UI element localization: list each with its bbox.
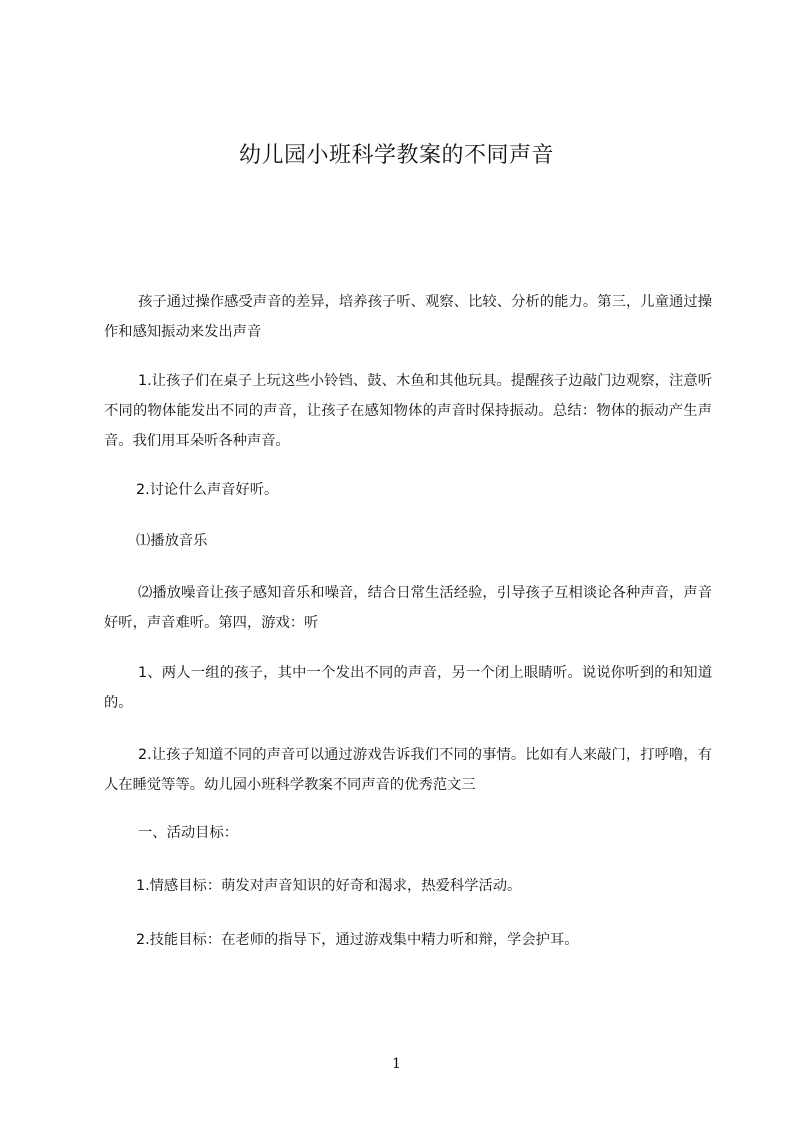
document-title: 幼儿园小班科学教案的不同声音 [238,143,554,168]
paragraph-game-1: 1、两人一组的孩子，其中一个发出不同的声音，另一个闭上眼睛听。说说你听到的和知道的。 [104,665,712,711]
page-number: 1 [392,1056,401,1072]
section-heading-objectives: 一、活动目标： [138,825,239,841]
paragraph-sub-1: ⑴播放音乐 [136,533,208,549]
paragraph-step-2: 2.讨论什么声音好听。 [136,482,279,498]
paragraph-objective-1: 1.情感目标：萌发对声音知识的好奇和渴求，热爱科学活动。 [136,878,522,894]
paragraph-sub-2: ⑵播放噪音让孩子感知音乐和噪音，结合日常生活经验，引导孩子互相谈论各种声音，声音好听，声音难听。第四，游戏：听 [104,585,712,631]
paragraph-step-1: 1.让孩子们在桌子上玩这些小铃铛、鼓、木鱼和其他玩具。提醒孩子边敲门边观察，注意听不同的物体能发出不同的声音，让孩子在感知物体的声音时保持振动。总结：物体的振动产生声音。我们用耳朵听各种声音。 [104,373,712,449]
paragraph-intro: 孩子通过操作感受声音的差异，培养孩子听、观察、比较、分析的能力。第三，儿童通过操作和感知振动来发出声音 [104,294,712,340]
paragraph-objective-2: 2.技能目标：在老师的指导下，通过游戏集中精力听和辩，学会护耳。 [136,932,579,948]
paragraph-game-2: 2.让孩子知道不同的声音可以通过游戏告诉我们不同的事情。比如有人来敲门，打呼噜，有人在睡觉等等。幼儿园小班科学教案不同声音的优秀范文三 [104,747,712,793]
